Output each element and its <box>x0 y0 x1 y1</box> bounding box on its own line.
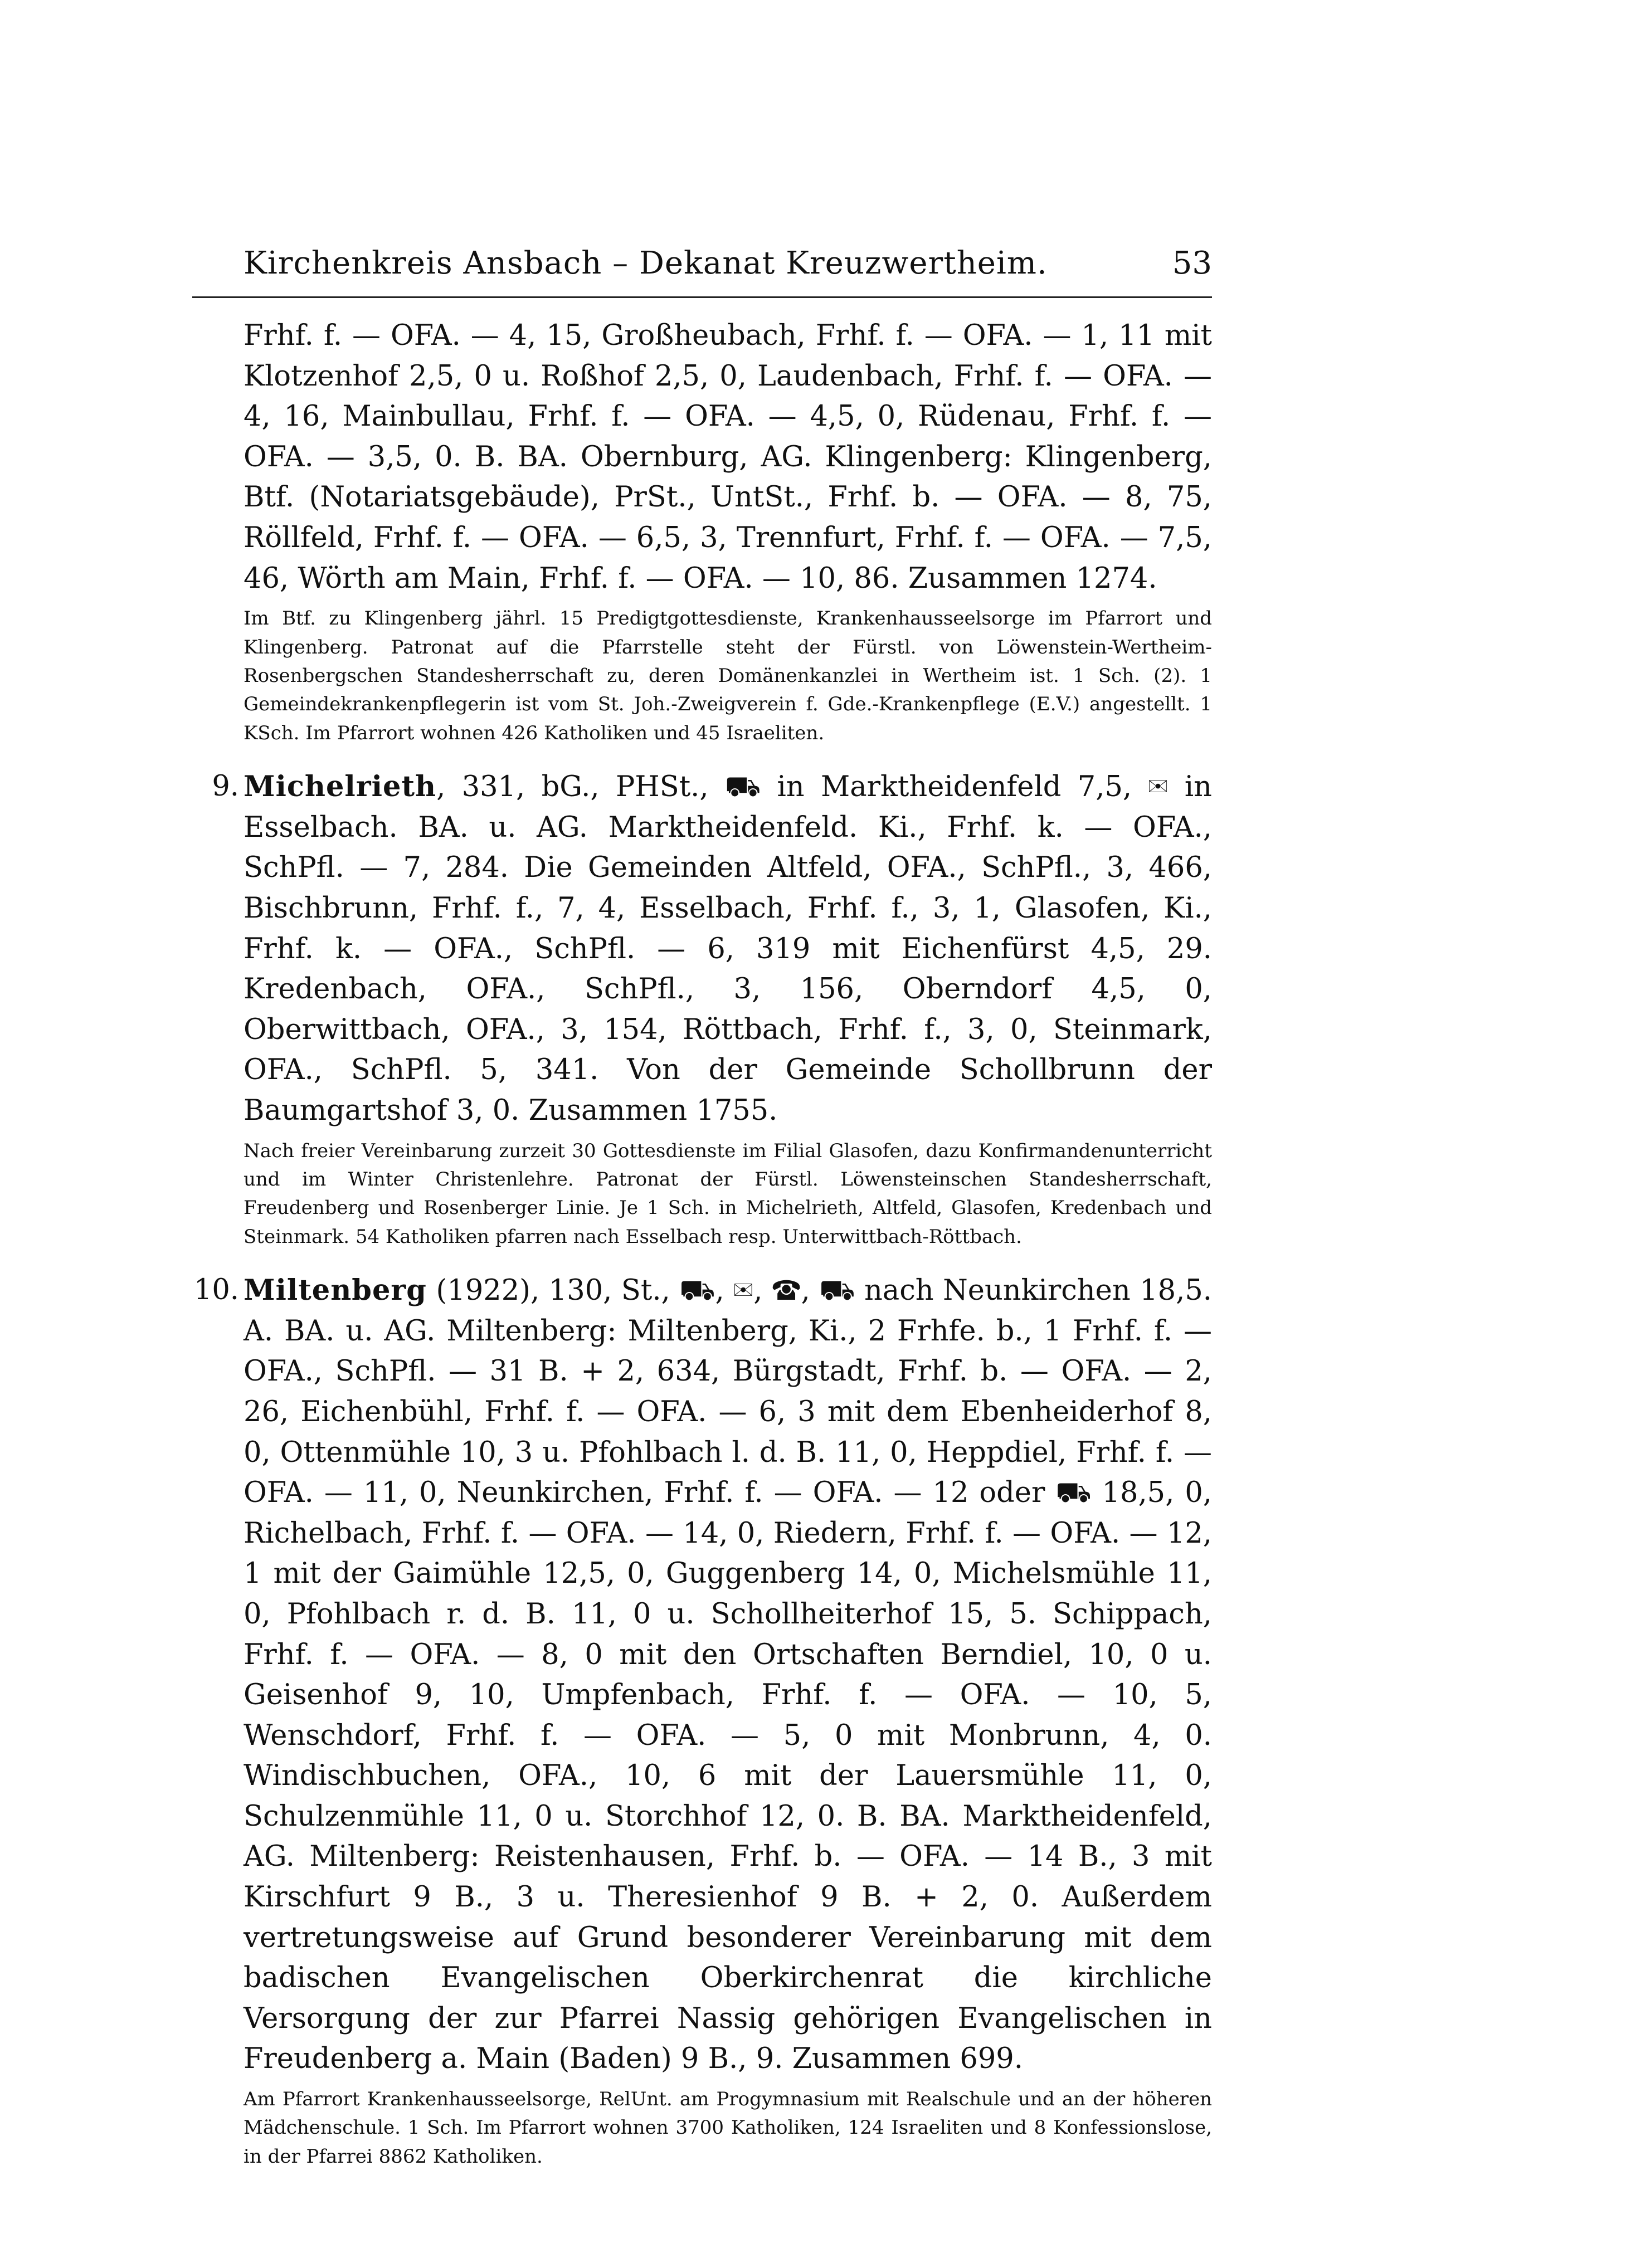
continuation-text: Frhf. f. — OFA. — 4, 15, Großheubach, Frhf. f. — OFA. — 1, 11 mit Klotzenhof 2,5, 0 u. Roßhof 2,5, 0, Laudenbach, Frhf. f. — OFA. — 4, 16, Mainbullau, Frhf. f. — OFA. — 4,5, 0, Rüdenau, Frhf. f. — OFA. — 3,5, 0. B. BA. Obernburg, AG. Klingenberg: Klingenberg, Btf. (Notariatsgebäude), PrSt., UntSt., Frhf. b. — OFA. — 8, 75, Röllfeld, Frhf. f. — OFA. — 6,5, 3, Trennfurt, Frhf. f. — OFA. — 7,5, 46, Wörth am Main, Frhf. f. — OFA. — 10, 86. Zusammen 1274. <box>244 319 1212 595</box>
entry-michelrieth <box>212 767 1212 1251</box>
page-number: 53 <box>1172 245 1212 281</box>
entry-body: (1922), 130, St., ⛟, ✉, ☎, ⛟ nach Neunkirchen 18,5. A. BA. u. AG. Miltenberg: Miltenberg, Ki., 2 Frhfe. b., 1 Frhf. f. — OFA., SchPfl. — 31 B. + 2, 634, Bürgstadt, Frhf. b. — OFA. — 2, 26, Eichenbühl, Frhf. f. — OFA. — 6, 3 mit dem Ebenheiderhof 8, 0, Ottenmühle 10, 3 u. Pfohlbach l. d. B. 11, 0, Heppdiel, Frhf. f. — OFA. — 11, 0, Neunkirchen, Frhf. f. — OFA. — 12 oder ⛟ 18,5, 0, Richelbach, Frhf. f. — OFA. — 14, 0, Riedern, Frhf. f. — OFA. — 12, 1 mit der Gaimühle 12,5, 0, Guggenberg 14, 0, Michelsmühle 11, 0, Pfohlbach r. d. B. 11, 0 u. Schollheiterhof 15, 5. Schippach, Frhf. f. — OFA. — 8, 0 mit den Ortschaften Berndiel, 10, 0 u. Geisenhof 9, 10, Umpfenbach, Frhf. f. — OFA. — 10, 5, Wenschdorf, Frhf. f. — OFA. — 5, 0 mit Monbrunn, 4, 0. Windischbuchen, OFA., 10, 6 mit der Lauersmühle 11, 0, Schulzenmühle 11, 0 u. Storchhof 12, 0. B. BA. Marktheidenfeld, AG. Miltenberg: Reistenhausen, Frhf. b. — OFA. — 14 B., 3 mit Kirschfurt 9 B., 3 u. Theresienhof 9 B. + 2, 0. Außerdem vertretungsweise auf Grund besonderer Vereinbarung mit dem badischen Evangelischen Oberkirchenrat die kirchliche Versorgung der zur Pfarrei Nassig gehörigen Evangelischen in Freudenberg a. Main (Baden) 9 B., 9. Zusammen 699. <box>244 1274 1212 2076</box>
page-header <box>192 245 1212 296</box>
continuation-block <box>244 316 1212 748</box>
entry-number: 9. <box>212 770 239 803</box>
header-rule <box>192 296 1212 298</box>
page <box>192 245 1212 2171</box>
entry-miltenberg <box>193 1270 1212 2171</box>
entry-name: Miltenberg <box>244 1274 427 1308</box>
entry-body: , 331, bG., PHSt., ⛟ in Marktheidenfeld 7,5, ✉ in Esselbach. BA. u. AG. Marktheidenfeld. Ki., Frhf. k. — OFA., SchPfl. — 7, 284. Die Gemeinden Altfeld, OFA., SchPfl., 3, 466, Bischbrunn, Frhf. f., 7, 4, Esselbach, Frhf. f., 3, 1, Glasofen, Ki., Frhf. k. — OFA., SchPfl. — 6, 319 mit Eichenfürst 4,5, 29. Kredenbach, OFA., SchPfl., 3, 156, Oberndorf 4,5, 0, Oberwittbach, OFA., 3, 154, Röttbach, Frhf. f., 3, 0, Steinmark, OFA., SchPfl. 5, 341. Von der Gemeinde Schollbrunn der Baumgartshof 3, 0. Zusammen 1755. <box>244 770 1212 1127</box>
entry-text <box>244 1270 1212 2080</box>
entry-note: Nach freier Vereinbarung zurzeit 30 Gottesdienste im Filial Glasofen, dazu Konfirmandenunterricht und im Winter Christenlehre. Patronat der Fürstl. Löwensteinschen Standesherrschaft, Freudenberg und Rosenberger Linie. Je 1 Sch. in Michelrieth, Altfeld, Glasofen, Kredenbach und Steinmark. 54 Katholiken pfarren nach Esselbach resp. Unterwittbach-Röttbach. <box>244 1139 1212 1248</box>
entry-name: Michelrieth <box>244 770 437 804</box>
entry-note: Am Pfarrort Krankenhausseelsorge, RelUnt. am Progymnasium mit Realschule und an der höheren Mädchenschule. 1 Sch. Im Pfarrort wohnen 3700 Katholiken, 124 Israeliten und 8 Konfessionslose, in der Pfarrei 8862 Katholiken. <box>244 2088 1212 2168</box>
running-head: Kirchenkreis Ansbach – Dekanat Kreuzwertheim. <box>244 245 1048 281</box>
continuation-note: Im Btf. zu Klingenberg jährl. 15 Predigtgottesdienste, Krankenhausseelsorge im Pfarrort und Klingenberg. Patronat auf die Pfarrstelle steht der Fürstl. von Löwenstein-Wertheim-Rosenbergschen Standesherrschaft zu, deren Domänenkanzlei in Wertheim ist. 1 Sch. (2). 1 Gemeindekrankenpflegerin ist vom St. Joh.-Zweigverein f. Gde.-Krankenpflege (E.V.) angestellt. 1 KSch. Im Pfarrort wohnen 426 Katholiken und 45 Israeliten. <box>244 607 1212 744</box>
entry-text <box>244 767 1212 1131</box>
entry-number: 10. <box>193 1274 239 1307</box>
